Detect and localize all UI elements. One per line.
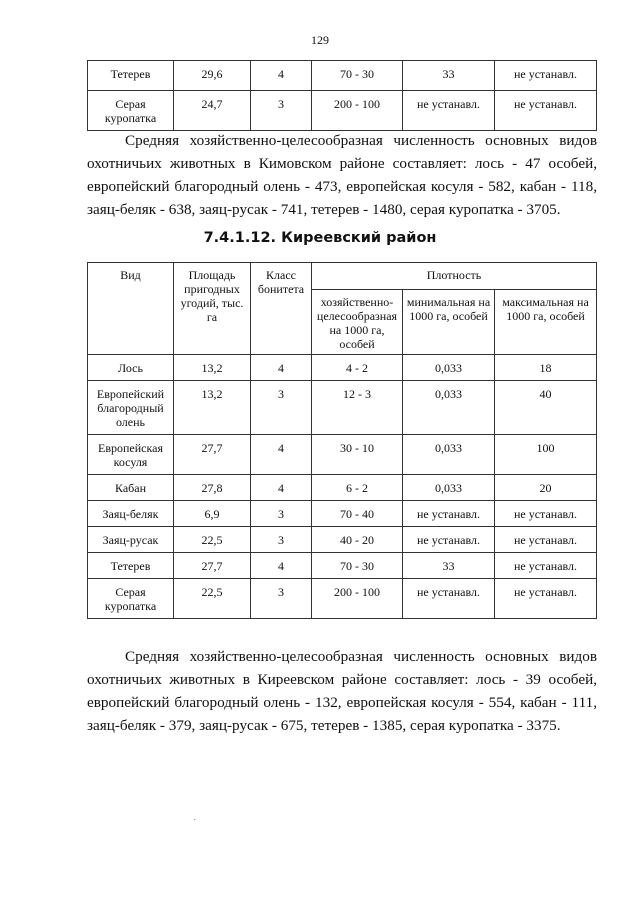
column-header-max: максимальная на 1000 га, особей [495, 290, 597, 355]
table-cell: 22,5 [174, 527, 251, 553]
table-header-row [88, 263, 597, 290]
column-header-species: Вид [88, 263, 174, 355]
table-row [88, 579, 597, 619]
column-header-min: минимальная на 1000 га, особей [403, 290, 495, 355]
table-cell: 6 - 2 [312, 475, 403, 501]
table-row [88, 355, 597, 381]
table-cell: 3 [251, 501, 312, 527]
table-cell: 33 [403, 61, 495, 91]
table-cell: 27,7 [174, 553, 251, 579]
column-header-class: Класс бонитета [251, 263, 312, 355]
table-cell: 0,033 [403, 355, 495, 381]
column-header-area: Площадь пригодных угодий, тыс. га [174, 263, 251, 355]
table-cell: 0,033 [403, 381, 495, 435]
table-row [88, 527, 597, 553]
table-cell: 4 - 2 [312, 355, 403, 381]
table-cell: 200 - 100 [312, 579, 403, 619]
table-cell: Европейский благородный олень [88, 381, 174, 435]
table-cell: 200 - 100 [312, 91, 403, 131]
table-cell: 70 - 40 [312, 501, 403, 527]
table-cell: 100 [495, 435, 597, 475]
table-cell: 33 [403, 553, 495, 579]
table-cell: 70 - 30 [312, 553, 403, 579]
table-cell: 24,7 [174, 91, 251, 131]
table-row [88, 501, 597, 527]
paragraph-kimovsky-summary: Средняя хозяйственно-целесообразная численность основных видов охотничьих животных в Кимовском районе составляет: лось - 47 особей, европейский благородный олень - 473, европейская косуля - 582, кабан - 118, заяц-беляк - 638, заяц-русак - 741, тетерев - 1480, серая куропатка - 3705. [87, 132, 597, 218]
table-cell: 27,7 [174, 435, 251, 475]
table-cell: 4 [251, 553, 312, 579]
density-table [87, 262, 597, 619]
table-cell: 70 - 30 [312, 61, 403, 91]
table-cell: Заяц-русак [88, 527, 174, 553]
scan-speck: · [193, 815, 197, 826]
table-row [88, 553, 597, 579]
table-cell: не устанавл. [495, 553, 597, 579]
table-cell: не устанавл. [403, 579, 495, 619]
table-cell: 3 [251, 91, 312, 131]
table-cell: не устанавл. [495, 501, 597, 527]
table-cell: Серая куропатка [88, 579, 174, 619]
paragraph-kireevsky-summary: Средняя хозяйственно-целесообразная численность основных видов охотничьих животных в Киреевском районе составляет: лось - 39 особей, европейский благородный олень - 132, европейская косуля - 554, кабан - 111, заяц-беляк - 379, заяц-русак - 675, тетерев - 1385, серая куропатка - 3375. [87, 648, 597, 734]
table-row [88, 475, 597, 501]
table-cell: 0,033 [403, 475, 495, 501]
table-cell: не устанавл. [403, 91, 495, 131]
top-table [87, 60, 597, 131]
table-cell: 27,8 [174, 475, 251, 501]
table-row [88, 381, 597, 435]
table-cell: 20 [495, 475, 597, 501]
table-cell: 13,2 [174, 355, 251, 381]
table-cell: 3 [251, 579, 312, 619]
column-header-density: Плотность [312, 263, 597, 290]
table-cell: не устанавл. [403, 527, 495, 553]
table-cell: 30 - 10 [312, 435, 403, 475]
table-row [88, 91, 597, 131]
table-cell: не устанавл. [495, 527, 597, 553]
table-cell: 40 - 20 [312, 527, 403, 553]
table-cell: не устанавл. [495, 91, 597, 131]
table-cell: Кабан [88, 475, 174, 501]
table-cell: 29,6 [174, 61, 251, 91]
table-cell: Заяц-беляк [88, 501, 174, 527]
table-cell: 6,9 [174, 501, 251, 527]
table-cell: Тетерев [88, 61, 174, 91]
page-number: 129 [311, 33, 329, 47]
table-cell: Европейская косуля [88, 435, 174, 475]
table-cell: Тетерев [88, 553, 174, 579]
table-cell: 12 - 3 [312, 381, 403, 435]
table-row [88, 61, 597, 91]
section-heading: 7.4.1.12. Киреевский район [203, 230, 437, 246]
table-cell: не устанавл. [495, 579, 597, 619]
table-cell: 4 [251, 61, 312, 91]
table-cell: 3 [251, 381, 312, 435]
table-cell: 4 [251, 435, 312, 475]
table-cell: Лось [88, 355, 174, 381]
table-row [88, 435, 597, 475]
column-header-econ: хозяйственно-целесообразная на 1000 га, особей [312, 290, 403, 355]
table-cell: 13,2 [174, 381, 251, 435]
table-cell: не устанавл. [495, 61, 597, 91]
table-cell: 4 [251, 475, 312, 501]
table-cell: 22,5 [174, 579, 251, 619]
table-cell: 18 [495, 355, 597, 381]
table-cell: не устанавл. [403, 501, 495, 527]
table-cell: 4 [251, 355, 312, 381]
table-cell: 0,033 [403, 435, 495, 475]
table-cell: Серая куропатка [88, 91, 174, 131]
table-cell: 3 [251, 527, 312, 553]
table-cell: 40 [495, 381, 597, 435]
